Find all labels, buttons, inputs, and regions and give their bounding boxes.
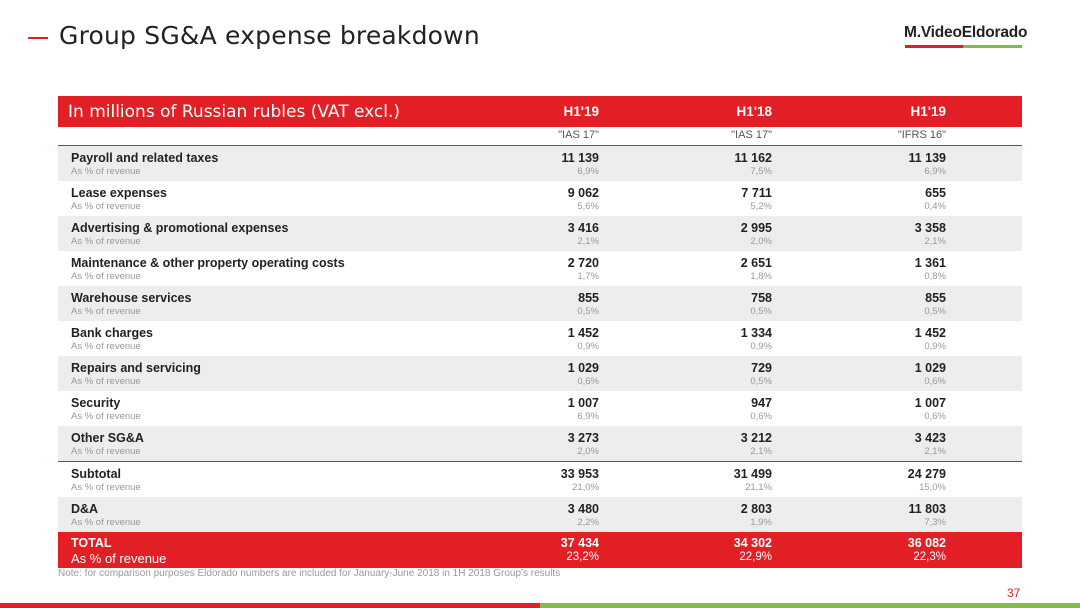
row-value: 1 452 <box>567 326 599 340</box>
row-name: Advertising & promotional expenses <box>71 221 289 235</box>
row-name: Lease expenses <box>71 186 167 200</box>
total-value: 36 082 <box>907 536 946 550</box>
column-header: H1'19 <box>910 104 946 119</box>
row-pct-label: As % of revenue <box>71 271 141 282</box>
table-row <box>58 391 1022 426</box>
total-value: 34 302 <box>733 536 772 550</box>
row-pct-label: As % of revenue <box>71 201 141 212</box>
table-row <box>58 146 1022 181</box>
row-pct: 6,9% <box>577 166 599 177</box>
row-pct-label: As % of revenue <box>71 551 167 566</box>
logo-underline <box>905 45 1022 48</box>
total-pct: 23,2% <box>566 551 599 563</box>
row-value: 3 423 <box>914 431 946 445</box>
total-pct: 22,3% <box>913 551 946 563</box>
row-pct: 7,5% <box>750 166 772 177</box>
row-pct: 15,0% <box>919 482 946 493</box>
row-value: 11 803 <box>908 502 946 516</box>
row-pct-label: As % of revenue <box>71 482 141 493</box>
row-value: 655 <box>925 186 946 200</box>
row-name: Subtotal <box>71 467 121 481</box>
row-pct: 0,8% <box>924 271 946 282</box>
row-value: 3 273 <box>567 431 599 445</box>
row-value: 758 <box>751 291 772 305</box>
column-header: H1'18 <box>736 104 772 119</box>
standard-label: "IFRS 16" <box>897 129 946 141</box>
row-value: 33 953 <box>560 467 599 481</box>
row-pct-label: As % of revenue <box>71 517 141 528</box>
row-name: Payroll and related taxes <box>71 151 219 165</box>
row-pct: 2,1% <box>577 236 599 247</box>
row-pct: 0,5% <box>577 306 599 317</box>
standard-label: "IAS 17" <box>558 129 599 141</box>
row-value: 855 <box>578 291 599 305</box>
row-pct: 0,9% <box>924 341 946 352</box>
row-name: Bank charges <box>71 326 153 340</box>
row-value: 24 279 <box>907 467 946 481</box>
row-pct: 0,4% <box>924 201 946 212</box>
row-value: 855 <box>925 291 946 305</box>
row-value: 2 651 <box>740 256 772 270</box>
table-row <box>58 497 1022 532</box>
standard-label: "IAS 17" <box>731 129 772 141</box>
table-header <box>58 96 1022 127</box>
row-value: 1 007 <box>567 396 599 410</box>
row-name: Other SG&A <box>71 431 144 445</box>
row-name: D&A <box>71 502 99 516</box>
total-row <box>58 532 1022 568</box>
row-value: 2 803 <box>740 502 772 516</box>
row-pct: 6,9% <box>924 166 946 177</box>
row-value: 3 416 <box>567 221 599 235</box>
row-pct: 0,6% <box>750 411 772 422</box>
table-row <box>58 426 1022 461</box>
row-value: 7 711 <box>741 186 772 200</box>
sga-table <box>58 96 1022 568</box>
page-number: 37 <box>1007 586 1021 600</box>
row-pct: 2,1% <box>924 236 946 247</box>
row-pct: 1,9% <box>750 517 772 528</box>
row-pct-label: As % of revenue <box>71 446 141 457</box>
row-value: 11 162 <box>734 151 772 165</box>
total-pct: 22,9% <box>739 551 772 563</box>
table-row <box>58 321 1022 356</box>
row-pct: 1,8% <box>750 271 772 282</box>
row-pct-label: As % of revenue <box>71 411 141 422</box>
row-pct-label: As % of revenue <box>71 341 141 352</box>
row-value: 31 499 <box>733 467 772 481</box>
row-name: Maintenance & other property operating costs <box>71 256 345 270</box>
row-pct: 2,2% <box>577 517 599 528</box>
row-value: 729 <box>751 361 772 375</box>
row-pct: 0,5% <box>750 306 772 317</box>
page-title: Group SG&A expense breakdown <box>59 21 480 50</box>
row-pct: 5,6% <box>577 201 599 212</box>
row-pct: 2,1% <box>750 446 772 457</box>
row-value: 9 062 <box>567 186 599 200</box>
row-name: TOTAL <box>71 536 112 550</box>
row-pct: 0,5% <box>750 376 772 387</box>
row-value: 2 995 <box>740 221 772 235</box>
footer-bar-green <box>540 603 1080 608</box>
title-accent-dash <box>28 37 48 39</box>
row-pct: 0,6% <box>924 411 946 422</box>
row-pct-label: As % of revenue <box>71 306 141 317</box>
row-value: 11 139 <box>908 151 946 165</box>
row-value: 3 212 <box>740 431 772 445</box>
row-value: 2 720 <box>567 256 599 270</box>
table-row <box>58 251 1022 286</box>
table-row <box>58 461 1022 497</box>
total-value: 37 434 <box>560 536 599 550</box>
row-value: 3 480 <box>567 502 599 516</box>
row-pct: 0,9% <box>750 341 772 352</box>
row-name: Repairs and servicing <box>71 361 201 375</box>
row-value: 3 358 <box>914 221 946 235</box>
row-value: 11 139 <box>561 151 599 165</box>
footnote: Note: for comparison purposes Eldorado numbers are included for January-June 2018 in 1H 2018 Group's results <box>58 568 561 579</box>
row-pct: 2,1% <box>924 446 946 457</box>
row-value: 1 029 <box>567 361 599 375</box>
standards-row <box>58 127 1022 146</box>
table-row <box>58 216 1022 251</box>
row-pct: 0,9% <box>577 341 599 352</box>
column-header: H1'19 <box>563 104 599 119</box>
row-name: Warehouse services <box>71 291 192 305</box>
row-pct: 21,0% <box>572 482 599 493</box>
row-pct-label: As % of revenue <box>71 376 141 387</box>
row-pct: 0,6% <box>924 376 946 387</box>
footer-bar-red <box>0 603 540 608</box>
table-row <box>58 181 1022 216</box>
row-pct: 2,0% <box>750 236 772 247</box>
row-value: 947 <box>751 396 772 410</box>
row-pct: 2,0% <box>577 446 599 457</box>
row-value: 1 007 <box>914 396 946 410</box>
row-pct: 1,7% <box>577 271 599 282</box>
company-logo: M.VideoEldorado <box>904 24 1028 41</box>
row-pct-label: As % of revenue <box>71 166 141 177</box>
row-value: 1 029 <box>914 361 946 375</box>
row-pct: 5,2% <box>750 201 772 212</box>
row-value: 1 452 <box>914 326 946 340</box>
row-pct: 0,5% <box>924 306 946 317</box>
units-label: In millions of Russian rubles (VAT excl.) <box>68 102 401 122</box>
row-pct-label: As % of revenue <box>71 236 141 247</box>
table-row <box>58 286 1022 321</box>
row-pct: 21,1% <box>745 482 772 493</box>
row-value: 1 334 <box>740 326 772 340</box>
row-pct: 7,3% <box>924 517 946 528</box>
row-value: 1 361 <box>914 256 946 270</box>
table-row <box>58 356 1022 391</box>
row-pct: 6,9% <box>577 411 599 422</box>
row-pct: 0,6% <box>577 376 599 387</box>
row-name: Security <box>71 396 121 410</box>
